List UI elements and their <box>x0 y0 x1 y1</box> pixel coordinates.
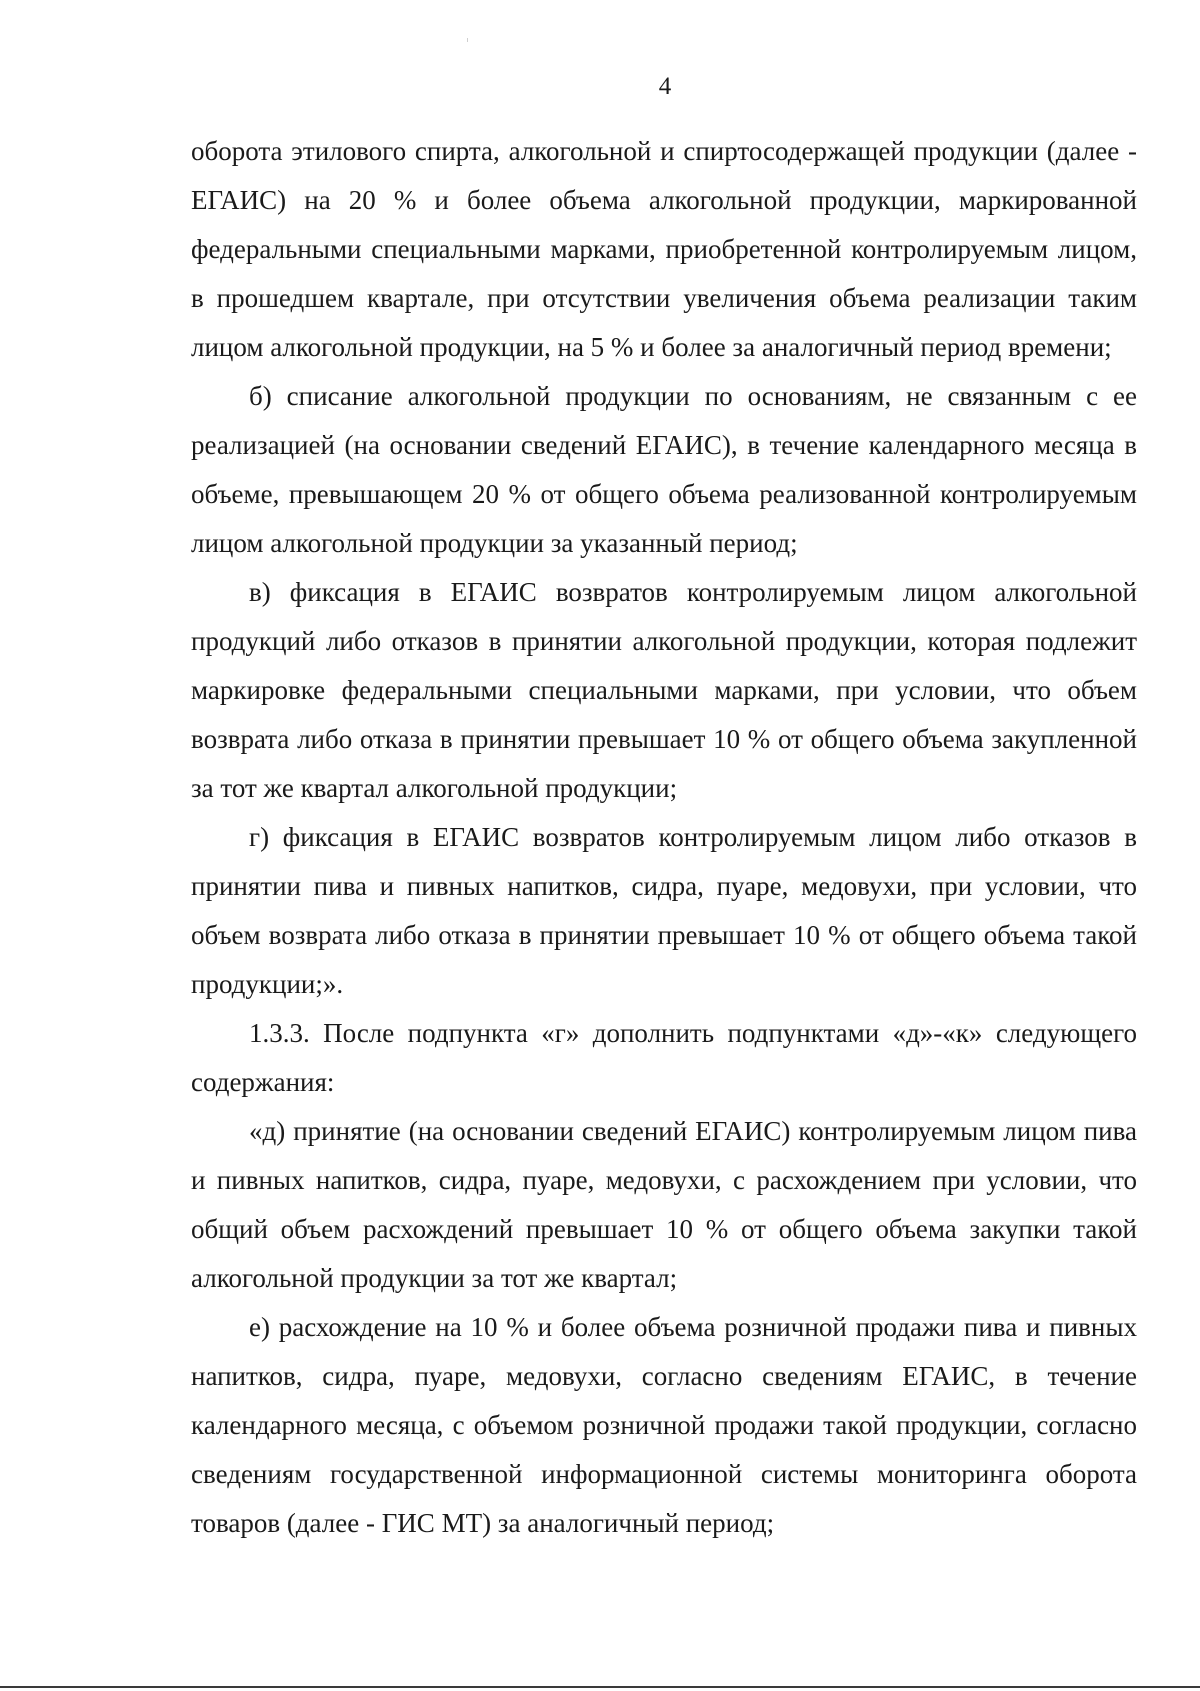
scan-artifact <box>467 38 468 42</box>
paragraph-continuation: оборота этилового спирта, алкогольной и спиртосодержащей продукции (далее - ЕГАИС) на 20 % и более объема алкогольной продукции, маркированной федеральными специальными марками, приобретенной контролируемым лицом, в прошедшем квартале, при отсутствии увеличения объема реализации таким лицом алкогольной продукции, на 5 % и более за аналогичный период времени; <box>191 136 1137 362</box>
paragraph-item-e: е) расхождение на 10 % и более объема розничной продажи пива и пивных напитков, сидра, пуаре, медовухи, согласно сведениям ЕГАИС, в течение календарного месяца, с объемом розничной продажи такой продукции, согласно сведениям государственной информационной системы мониторинга оборота товаров (далее - ГИС МТ) за аналогичный период; <box>191 1312 1137 1538</box>
paragraph-item-b: б) списание алкогольной продукции по основаниям, не связанным с ее реализацией (на основании сведений ЕГАИС), в течение календарного месяца в объеме, превышающем 20 % от общего объема реализованной контролируемым лицом алкогольной продукции за указанный период; <box>191 381 1137 558</box>
page-bottom-edge <box>0 1686 1200 1688</box>
paragraph-item-d: «д) принятие (на основании сведений ЕГАИС) контролируемым лицом пива и пивных напитков, сидра, пуаре, медовухи, с расхождением при условии, что общий объем расхождений превышает 10 % от общего объема закупки такой алкогольной продукции за тот же квартал; <box>191 1116 1137 1293</box>
paragraph-item-g: г) фиксация в ЕГАИС возвратов контролируемым лицом либо отказов в принятии пива и пивных напитков, сидра, пуаре, медовухи, при условии, что объем возврата либо отказа в принятии превышает 10 % от общего объема такой продукции;». <box>191 822 1137 999</box>
document-body <box>191 127 1137 1548</box>
paragraph-clause-1-3-3: 1.3.3. После подпункта «г» дополнить подпунктами «д»-«к» следующего содержания: <box>191 1018 1137 1097</box>
page-number: 4 <box>658 73 672 100</box>
paragraph-item-v: в) фиксация в ЕГАИС возвратов контролируемым лицом алкогольной продукций либо отказов в принятии алкогольной продукции, которая подлежит маркировке федеральными специальными марками, при условии, что объем возврата либо отказа в принятии превышает 10 % от общего объема закупленной за тот же квартал алкогольной продукции; <box>191 577 1137 803</box>
